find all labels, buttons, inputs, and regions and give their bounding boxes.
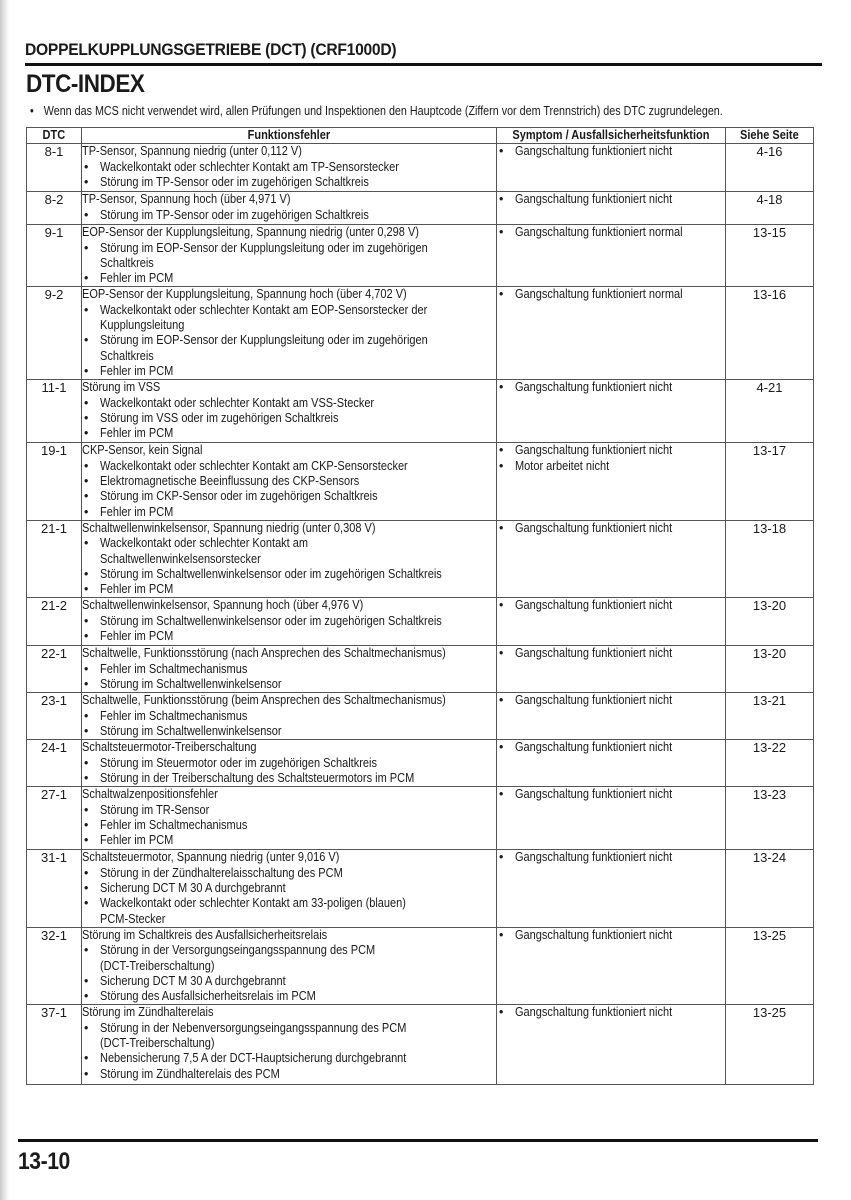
symptom-item [497, 144, 725, 159]
dtc-code: 24-1 [27, 740, 82, 787]
fault-cause [82, 396, 496, 411]
fault-cause-text: Schaltwellenwinkelsensorstecker [100, 551, 261, 566]
fault-cause [82, 833, 496, 848]
table-row [27, 287, 814, 380]
symptom-item [497, 928, 725, 943]
fault-title: Schaltwelle, Funktionsstörung (beim Ansprechen des Schaltmechanismus) [82, 693, 446, 708]
fault-cause-text: (DCT-Treiberschaltung) [100, 1036, 215, 1051]
fault-cell [82, 443, 497, 520]
fault-cause-text: Fehler im PCM [100, 629, 174, 644]
fault-cause [82, 175, 496, 190]
fault-cause [82, 943, 496, 974]
fault-cause [82, 582, 496, 597]
fault-cause [82, 896, 496, 927]
fault-cause [82, 881, 496, 896]
symptom-item [497, 380, 725, 395]
fault-cause [82, 474, 496, 489]
symptom-item [497, 459, 725, 474]
fault-cause-text: Elektromagnetische Beeinflussung des CKP-Sensors [100, 474, 360, 489]
table-row [27, 192, 814, 225]
fault-cause [82, 411, 496, 426]
symptom-text: Gangschaltung funktioniert nicht [515, 646, 673, 661]
column-header-dtc: DTC [27, 128, 82, 144]
symptom-item [497, 225, 725, 240]
fault-cause [82, 536, 496, 567]
symptom-cell [497, 693, 726, 740]
fault-cause-text: Kupplungsleitung [100, 318, 185, 333]
symptom-cell [497, 598, 726, 646]
fault-cause [82, 208, 496, 223]
fault-title: Schaltwelle, Funktionsstörung (nach Ansprechen des Schaltmechanismus) [82, 646, 446, 661]
fault-cause-text: Störung im TP-Sensor oder im zugehörigen Schaltkreis [100, 207, 369, 222]
scanned-page-edge [0, 0, 9, 1200]
table-header-row [27, 128, 814, 144]
dtc-code: 9-1 [27, 225, 82, 287]
fault-cause-text: Wackelkontakt oder schlechter Kontakt am [100, 536, 309, 551]
fault-cell [82, 225, 497, 287]
fault-cause [82, 662, 496, 677]
symptom-item [497, 598, 725, 613]
table-row [27, 380, 814, 443]
symptom-text: Gangschaltung funktioniert nicht [515, 443, 673, 458]
reference-page: 13-16 [726, 287, 814, 380]
fault-cause-text: Störung im CKP-Sensor oder im zugehörigen Schaltkreis [100, 489, 378, 504]
note-text: Wenn das MCS nicht verwendet wird, allen Prüfungen und Inspektionen den Hauptcode (Ziffern vor dem Trennstrich) des DTC zugrundelegen. [43, 104, 723, 118]
symptom-cell [497, 287, 726, 380]
fault-cause [82, 677, 496, 692]
fault-cause-text: Wackelkontakt oder schlechter Kontakt am TP-Sensorstecker [100, 159, 399, 174]
fault-cause-text: Störung im Zündhalterelais des PCM [100, 1066, 280, 1081]
fault-title: EOP-Sensor der Kupplungsleitung, Spannung hoch (über 4,702 V) [82, 287, 407, 302]
symptom-text: Motor arbeitet nicht [515, 458, 610, 473]
reference-page: 13-23 [726, 787, 814, 850]
symptom-item [497, 740, 725, 755]
fault-cause-text: Schaltkreis [100, 348, 154, 363]
fault-cause-text: Störung im Schaltwellenwinkelsensor oder im zugehörigen Schaltkreis [100, 566, 442, 581]
fault-title: TP-Sensor, Spannung hoch (über 4,971 V) [82, 192, 291, 207]
table-row [27, 693, 814, 740]
fault-cause [82, 989, 496, 1004]
symptom-cell [497, 225, 726, 287]
table-row [27, 740, 814, 787]
reference-page: 13-15 [726, 225, 814, 287]
dtc-code: 31-1 [27, 850, 82, 927]
reference-page: 13-20 [726, 598, 814, 646]
fault-cause-text: Störung im EOP-Sensor der Kupplungsleitung oder im zugehörigen [100, 240, 428, 255]
symptom-text: Gangschaltung funktioniert nicht [515, 192, 673, 207]
fault-cause-text: Störung im TR-Sensor [100, 802, 210, 817]
fault-cell [82, 520, 497, 597]
fault-cause-text: Störung in der Versorgungseingangsspannung des PCM [100, 943, 376, 958]
symptom-text: Gangschaltung funktioniert normal [515, 287, 683, 302]
fault-cause [82, 866, 496, 881]
table-row [27, 787, 814, 850]
fault-cause-text: Störung im Schaltwellenwinkelsensor [100, 724, 282, 739]
column-header-page: Siehe Seite [726, 128, 814, 144]
symptom-text: Gangschaltung funktioniert nicht [515, 740, 673, 755]
fault-title: Schaltwellenwinkelsensor, Spannung niedrig (unter 0,308 V) [82, 520, 376, 535]
symptom-text: Gangschaltung funktioniert nicht [515, 1005, 673, 1020]
fault-cause [82, 974, 496, 989]
fault-cause-text: Fehler im Schaltmechanismus [100, 818, 248, 833]
fault-cause-text: PCM-Stecker [100, 911, 166, 926]
fault-cause [82, 1051, 496, 1066]
fault-cell [82, 287, 497, 380]
fault-title: CKP-Sensor, kein Signal [82, 443, 203, 458]
dtc-code: 21-2 [27, 598, 82, 646]
fault-cause [82, 724, 496, 739]
table-row [27, 850, 814, 927]
symptom-item [497, 1005, 725, 1020]
symptom-cell [497, 443, 726, 520]
dtc-code: 32-1 [27, 927, 82, 1004]
dtc-code: 8-1 [27, 144, 82, 192]
fault-cause [82, 426, 496, 441]
table-body [27, 144, 814, 1085]
fault-cause-text: Störung im Steuermotor oder im zugehörigen Schaltkreis [100, 755, 377, 770]
fault-cause [82, 614, 496, 629]
symptom-cell [497, 1005, 726, 1085]
fault-cell [82, 787, 497, 850]
fault-cause-text: Schaltkreis [100, 255, 154, 270]
table-row [27, 927, 814, 1004]
fault-cause-text: Fehler im PCM [100, 504, 174, 519]
bullet-icon: • [30, 104, 34, 118]
symptom-text: Gangschaltung funktioniert nicht [515, 144, 673, 159]
dtc-code: 23-1 [27, 693, 82, 740]
fault-cause-text: Fehler im PCM [100, 271, 174, 286]
table-row [27, 520, 814, 597]
footer-rule [18, 1139, 818, 1142]
reference-page: 13-24 [726, 850, 814, 927]
column-header-fault: Funktionsfehler [82, 128, 497, 144]
symptom-text: Gangschaltung funktioniert nicht [515, 520, 673, 535]
fault-cell [82, 192, 497, 225]
column-header-symptom: Symptom / Ausfallsicherheitsfunktion [497, 128, 726, 144]
dtc-code: 27-1 [27, 787, 82, 850]
fault-cause-text: Wackelkontakt oder schlechter Kontakt am VSS-Stecker [100, 395, 375, 410]
header-rule [25, 63, 822, 66]
fault-cause-text: Wackelkontakt oder schlechter Kontakt am 33-poligen (blauen) [100, 896, 406, 911]
fault-cause-text: Störung im EOP-Sensor der Kupplungsleitung oder im zugehörigen [100, 333, 428, 348]
fault-cause [82, 271, 496, 286]
symptom-item [497, 787, 725, 802]
dtc-code: 11-1 [27, 380, 82, 443]
dtc-index-table [26, 127, 814, 1085]
fault-cell [82, 598, 497, 646]
fault-cause [82, 803, 496, 818]
reference-page: 13-20 [726, 646, 814, 693]
symptom-item [497, 646, 725, 661]
fault-cause-text: Fehler im PCM [100, 363, 174, 378]
dtc-code: 8-2 [27, 192, 82, 225]
fault-cause [82, 364, 496, 379]
fault-cell [82, 850, 497, 927]
symptom-item [497, 192, 725, 207]
symptom-item [497, 287, 725, 302]
table-row [27, 1005, 814, 1085]
dtc-code: 9-2 [27, 287, 82, 380]
fault-cause [82, 459, 496, 474]
fault-cause-text: Fehler im PCM [100, 426, 174, 441]
dtc-code: 19-1 [27, 443, 82, 520]
symptom-item [497, 850, 725, 865]
section-title: DOPPELKUPPLUNGSGETRIEBE (DCT) (CRF1000D) [25, 40, 397, 59]
fault-cause [82, 756, 496, 771]
reference-page: 4-21 [726, 380, 814, 443]
fault-cause [82, 333, 496, 364]
table-row [27, 144, 814, 192]
dtc-code: 37-1 [27, 1005, 82, 1085]
symptom-text: Gangschaltung funktioniert nicht [515, 693, 673, 708]
symptom-cell [497, 927, 726, 1004]
fault-cause-text: Störung in der Treiberschaltung des Schaltsteuermotors im PCM [100, 771, 415, 786]
fault-cause [82, 567, 496, 582]
fault-cause [82, 771, 496, 786]
fault-title: Störung im VSS [82, 380, 161, 395]
symptom-item [497, 693, 725, 708]
symptom-cell [497, 520, 726, 597]
table-row [27, 598, 814, 646]
fault-cause-text: Störung im VSS oder im zugehörigen Schaltkreis [100, 411, 339, 426]
reference-page: 13-25 [726, 927, 814, 1004]
symptom-cell [497, 192, 726, 225]
table-row [27, 443, 814, 520]
fault-cause-text: Wackelkontakt oder schlechter Kontakt am CKP-Sensorstecker [100, 458, 408, 473]
fault-cell [82, 927, 497, 1004]
fault-title: TP-Sensor, Spannung niedrig (unter 0,112 V) [82, 144, 302, 159]
dtc-code: 21-1 [27, 520, 82, 597]
table-row [27, 646, 814, 693]
fault-cause [82, 489, 496, 504]
fault-cell [82, 1005, 497, 1085]
fault-cause [82, 818, 496, 833]
fault-cause [82, 629, 496, 644]
fault-cause [82, 1021, 496, 1052]
symptom-text: Gangschaltung funktioniert nicht [515, 380, 673, 395]
fault-cell [82, 646, 497, 693]
fault-cause [82, 505, 496, 520]
fault-cause-text: Sicherung DCT M 30 A durchgebrannt [100, 881, 286, 896]
fault-cause-text: (DCT-Treiberschaltung) [100, 958, 215, 973]
fault-cause-text: Sicherung DCT M 30 A durchgebrannt [100, 973, 286, 988]
fault-cell [82, 740, 497, 787]
fault-cause-text: Fehler im PCM [100, 833, 174, 848]
table-row [27, 225, 814, 287]
fault-cause [82, 709, 496, 724]
fault-cell [82, 693, 497, 740]
fault-cause [82, 1067, 496, 1082]
dtc-code: 22-1 [27, 646, 82, 693]
symptom-text: Gangschaltung funktioniert nicht [515, 927, 673, 942]
symptom-cell [497, 850, 726, 927]
symptom-text: Gangschaltung funktioniert normal [515, 225, 683, 240]
fault-cause-text: Störung in der Zündhalterelaisschaltung des PCM [100, 865, 343, 880]
symptom-cell [497, 144, 726, 192]
fault-title: EOP-Sensor der Kupplungsleitung, Spannung niedrig (unter 0,298 V) [82, 225, 419, 240]
reference-page: 4-16 [726, 144, 814, 192]
fault-cause-text: Nebensicherung 7,5 A der DCT-Hauptsicherung durchgebrannt [100, 1051, 407, 1066]
fault-title: Schaltsteuermotor-Treiberschaltung [82, 740, 257, 755]
fault-cause-text: Wackelkontakt oder schlechter Kontakt am EOP-Sensorstecker der [100, 302, 428, 317]
fault-title: Schaltwellenwinkelsensor, Spannung hoch (über 4,976 V) [82, 598, 364, 613]
note [30, 104, 723, 118]
reference-page: 13-18 [726, 520, 814, 597]
symptom-cell [497, 740, 726, 787]
fault-cause [82, 160, 496, 175]
fault-title: Störung im Zündhalterelais [82, 1005, 214, 1020]
fault-cause-text: Störung im Schaltwellenwinkelsensor [100, 677, 282, 692]
reference-page: 13-21 [726, 693, 814, 740]
symptom-cell [497, 787, 726, 850]
reference-page: 13-25 [726, 1005, 814, 1085]
fault-title: Schaltsteuermotor, Spannung niedrig (unter 9,016 V) [82, 850, 340, 865]
symptom-item [497, 443, 725, 458]
page-number: 13-10 [18, 1148, 70, 1175]
fault-cause-text: Fehler im Schaltmechanismus [100, 708, 248, 723]
fault-title: Schaltwalzenpositionsfehler [82, 787, 218, 802]
fault-cause [82, 303, 496, 334]
symptom-text: Gangschaltung funktioniert nicht [515, 850, 673, 865]
symptom-cell [497, 380, 726, 443]
fault-title: Störung im Schaltkreis des Ausfallsicherheitsrelais [82, 927, 328, 942]
fault-cell [82, 380, 497, 443]
symptom-text: Gangschaltung funktioniert nicht [515, 598, 673, 613]
page-title: DTC-INDEX [26, 70, 145, 98]
fault-cause [82, 241, 496, 272]
symptom-text: Gangschaltung funktioniert nicht [515, 787, 673, 802]
fault-cause-text: Störung des Ausfallsicherheitsrelais im PCM [100, 989, 316, 1004]
symptom-cell [497, 646, 726, 693]
fault-cause-text: Fehler im Schaltmechanismus [100, 661, 248, 676]
reference-page: 13-22 [726, 740, 814, 787]
reference-page: 4-18 [726, 192, 814, 225]
symptom-item [497, 521, 725, 536]
fault-cause-text: Fehler im PCM [100, 582, 174, 597]
fault-cause-text: Störung im TP-Sensor oder im zugehörigen Schaltkreis [100, 174, 369, 189]
fault-cause-text: Störung in der Nebenversorgungseingangsspannung des PCM [100, 1020, 407, 1035]
reference-page: 13-17 [726, 443, 814, 520]
fault-cell [82, 144, 497, 192]
fault-cause-text: Störung im Schaltwellenwinkelsensor oder im zugehörigen Schaltkreis [100, 613, 442, 628]
